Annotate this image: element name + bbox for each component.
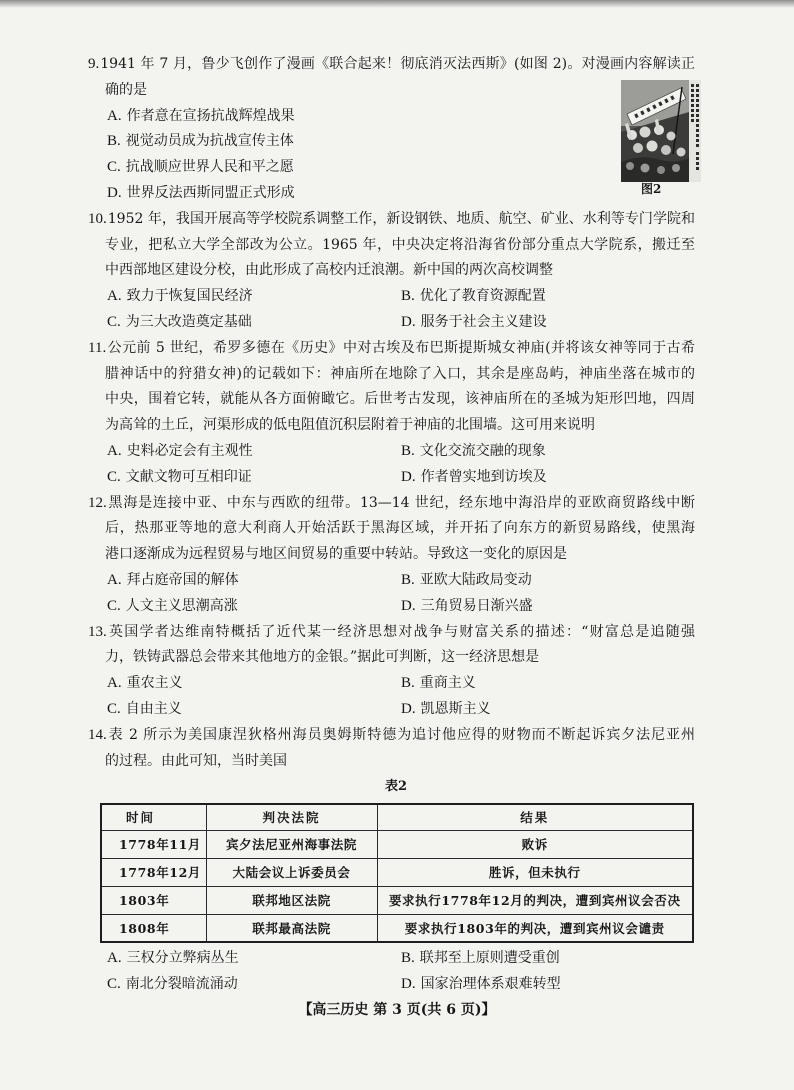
option-text: 拜占庭帝国的解体 bbox=[126, 571, 239, 588]
question-stem-line bbox=[88, 207, 695, 233]
question-14 bbox=[0, 723, 794, 998]
option-label: C. bbox=[107, 313, 121, 330]
option-label: D. bbox=[401, 597, 416, 614]
option-text: 文献文物可互相印证 bbox=[125, 468, 252, 485]
table-cell-date: 1778年12月 bbox=[101, 858, 206, 886]
option-row bbox=[107, 972, 794, 998]
option-text: 国家治理体系艰难转型 bbox=[420, 975, 561, 992]
stem-text: 后，热那亚等地的意大利商人开始活跃于黑海区域，并开拓了向东方的新贸易路线，使黑海 bbox=[105, 520, 695, 537]
option-label: C. bbox=[107, 975, 121, 992]
stem-text: 为高耸的土丘，河渠形成的低电阻值沉积层附着于神庙的北围墙。这可用来说明 bbox=[105, 417, 595, 434]
option-label: B. bbox=[401, 950, 415, 967]
option-b bbox=[401, 439, 695, 465]
stem-text: 腊神话中的狩猎女神)的记载如下：神庙所在地除了入口，其余是座岛屿，神庙坐落在城市的 bbox=[105, 365, 695, 382]
option-label: D. bbox=[401, 975, 416, 992]
option-text: 服务于社会主义建设 bbox=[420, 313, 547, 330]
option-text: 凯恩斯主义 bbox=[420, 700, 491, 717]
option-label: A. bbox=[107, 288, 122, 305]
option-row bbox=[107, 284, 794, 310]
stem-text: 公元前 5 世纪，希罗多德在《历史》中对古埃及布巴斯提斯城女神庙(并将该女神等同于古希 bbox=[107, 339, 695, 356]
question-stem-line bbox=[88, 723, 695, 749]
question-number: 13. bbox=[88, 623, 107, 640]
table-header-cell: 判决法院 bbox=[206, 804, 377, 830]
question-13 bbox=[0, 620, 794, 723]
question-stem-line bbox=[105, 362, 695, 388]
table-row bbox=[101, 886, 693, 914]
option-text: 作者意在宣扬抗战辉煌战果 bbox=[126, 107, 295, 124]
stem-text: 专业，把私立大学全部改为公立。1965 年，中央决定将沿海省份部分重点大学院系，搬迁至 bbox=[105, 236, 695, 253]
option-c bbox=[107, 155, 794, 181]
option-row bbox=[107, 439, 794, 465]
option-label: A. bbox=[107, 107, 122, 124]
option-text: 重农主义 bbox=[126, 675, 183, 692]
option-text: 致力于恢复国民经济 bbox=[126, 288, 253, 305]
stem-text: 中西部地区建设分校，由此形成了高校内迁浪潮。新中国的两次高校调整 bbox=[105, 262, 553, 279]
option-c bbox=[107, 594, 401, 620]
stem-text: 港口逐渐成为远程贸易与地区间贸易的重要中转站。导致这一变化的原因是 bbox=[105, 546, 567, 563]
table-cell-result: 胜诉，但未执行 bbox=[377, 858, 693, 886]
option-label: C. bbox=[107, 159, 121, 176]
table-cell-date: 1778年11月 bbox=[101, 830, 206, 858]
option-row bbox=[107, 946, 794, 972]
table-cell-court: 联邦地区法院 bbox=[206, 886, 377, 914]
option-text: 抗战顺应世界人民和平之愿 bbox=[125, 159, 294, 176]
option-d bbox=[401, 594, 695, 620]
table-cell-result: 要求执行1778年12月的判决，遭到宾州议会否决 bbox=[377, 886, 693, 914]
question-stem-line bbox=[105, 387, 695, 413]
option-a bbox=[107, 104, 794, 130]
question-11 bbox=[0, 336, 794, 491]
question-10 bbox=[0, 207, 794, 336]
option-b bbox=[401, 671, 695, 697]
option-b bbox=[401, 568, 695, 594]
option-label: D. bbox=[401, 468, 416, 485]
question-number: 14. bbox=[88, 726, 107, 743]
option-a bbox=[107, 568, 401, 594]
question-number: 9. bbox=[88, 56, 100, 72]
option-a bbox=[107, 946, 401, 972]
table-cell-court: 宾夕法尼亚州海事法院 bbox=[206, 830, 377, 858]
option-label: B. bbox=[401, 288, 415, 305]
option-label: C. bbox=[107, 597, 121, 614]
table-cell-date: 1803年 bbox=[101, 886, 206, 914]
option-text: 联邦至上原则遭受重创 bbox=[419, 950, 560, 967]
option-label: B. bbox=[401, 675, 415, 692]
option-text: 自由主义 bbox=[125, 700, 182, 717]
figure-caption: 图2 bbox=[641, 182, 662, 196]
stem-text: 1952 年，我国开展高等学校院系调整工作，新设钢铁、地质、航空、矿业、水利等专门学院和 bbox=[107, 210, 695, 227]
option-c bbox=[107, 697, 401, 723]
question-stem-line bbox=[105, 645, 695, 671]
option-b bbox=[107, 129, 794, 155]
option-d bbox=[401, 465, 695, 491]
option-label: A. bbox=[107, 950, 122, 967]
option-label: A. bbox=[107, 675, 122, 692]
option-label: C. bbox=[107, 700, 121, 717]
question-stem-line bbox=[105, 258, 695, 284]
option-label: C. bbox=[107, 468, 121, 485]
table-row bbox=[101, 914, 693, 942]
option-a bbox=[107, 439, 401, 465]
option-text: 三权分立弊病丛生 bbox=[126, 950, 239, 967]
option-text: 世界反法西斯同盟正式形成 bbox=[126, 184, 295, 201]
scan-top-edge bbox=[0, 0, 794, 8]
option-b bbox=[401, 946, 695, 972]
question-12 bbox=[0, 491, 794, 620]
question-stem-line bbox=[88, 336, 695, 362]
stem-text: 的过程。由此可知，当时美国 bbox=[105, 752, 287, 769]
option-label: A. bbox=[107, 571, 122, 588]
option-d bbox=[401, 310, 695, 336]
lawsuit-table bbox=[100, 803, 694, 943]
question-stem-line bbox=[105, 542, 695, 568]
question-stem-line bbox=[105, 516, 695, 542]
question-stem-line bbox=[88, 620, 695, 646]
option-text: 重商主义 bbox=[419, 675, 476, 692]
option-label: B. bbox=[107, 133, 121, 150]
option-a bbox=[107, 284, 401, 310]
table-row bbox=[101, 830, 693, 858]
option-text: 三角贸易日渐兴盛 bbox=[420, 597, 533, 614]
table-cell-result: 要求执行1803年的判决，遭到宾州议会谴责 bbox=[377, 914, 693, 942]
stem-text: 1941 年 7 月，鲁少飞创作了漫画《联合起来！彻底消灭法西斯》(如图 2)。对漫画内容解读正 bbox=[100, 56, 695, 72]
question-9 bbox=[0, 52, 794, 207]
option-text: 优化了教育资源配置 bbox=[419, 288, 546, 305]
question-stem-line bbox=[105, 78, 695, 104]
question-number: 11. bbox=[88, 339, 107, 356]
option-label: D. bbox=[401, 700, 416, 717]
stem-text: 黑海是连接中亚、中东与西欧的纽带。13—14 世纪，经东地中海沿岸的亚欧商贸路线中断 bbox=[107, 494, 695, 511]
stem-text: 中央，围着它转，就能从各方面俯瞰它。后世考古发现，该神庙所在的圣城为矩形凹地，四周 bbox=[105, 391, 695, 408]
question-stem-line bbox=[105, 413, 695, 439]
question-number: 12. bbox=[88, 494, 107, 511]
option-text: 为三大改造奠定基础 bbox=[125, 313, 252, 330]
option-label: D. bbox=[401, 313, 416, 330]
option-label: D. bbox=[107, 184, 122, 201]
option-text: 文化交流交融的现象 bbox=[419, 442, 546, 459]
stem-text: 确的是 bbox=[105, 81, 147, 98]
stem-text: 英国学者达维南特概括了近代某一经济思想对战争与财富关系的描述：“财富总是追随强 bbox=[107, 623, 695, 640]
question-stem-line bbox=[88, 52, 695, 78]
option-text: 史料必定会有主观性 bbox=[126, 442, 253, 459]
option-row bbox=[107, 697, 794, 723]
option-d bbox=[107, 181, 794, 207]
option-row bbox=[107, 568, 794, 594]
question-list bbox=[0, 52, 794, 998]
question-number: 10. bbox=[88, 210, 107, 227]
question-stem-line bbox=[88, 491, 695, 517]
page-footer: 【高三历史 第 3 页(共 6 页)】 bbox=[298, 1002, 496, 1018]
table-cell-result: 败诉 bbox=[377, 830, 693, 858]
option-c bbox=[107, 465, 401, 491]
table-cell-court: 联邦最高法院 bbox=[206, 914, 377, 942]
option-text: 亚欧大陆政局变动 bbox=[419, 571, 532, 588]
option-text: 南北分裂暗流涌动 bbox=[125, 975, 238, 992]
table-header-cell: 时间 bbox=[101, 804, 206, 830]
option-label: B. bbox=[401, 442, 415, 459]
option-row bbox=[107, 310, 794, 336]
table-caption: 表2 bbox=[384, 779, 408, 795]
question-stem-line bbox=[105, 749, 695, 775]
option-text: 作者曾实地到访埃及 bbox=[420, 468, 547, 485]
table-header-row bbox=[101, 804, 693, 830]
option-b bbox=[401, 284, 695, 310]
option-d bbox=[401, 697, 695, 723]
table-cell-date: 1808年 bbox=[101, 914, 206, 942]
option-label: A. bbox=[107, 442, 122, 459]
question-stem-line bbox=[105, 233, 695, 259]
option-a bbox=[107, 671, 401, 697]
option-label: B. bbox=[401, 571, 415, 588]
option-row bbox=[107, 465, 794, 491]
option-row bbox=[107, 594, 794, 620]
option-row bbox=[107, 671, 794, 697]
table-cell-court: 大陆会议上诉委员会 bbox=[206, 858, 377, 886]
table-header-cell: 结果 bbox=[377, 804, 693, 830]
table-row bbox=[101, 858, 693, 886]
option-d bbox=[401, 972, 695, 998]
stem-text: 力，铁铸武器总会带来其他地方的金银。”据此可判断，这一经济思想是 bbox=[105, 649, 540, 666]
option-text: 视觉动员成为抗战宣传主体 bbox=[125, 133, 294, 150]
option-c bbox=[107, 310, 401, 336]
option-text: 人文主义思潮高涨 bbox=[125, 597, 238, 614]
stem-text: 表 2 所示为美国康涅狄格州海员奥姆斯特德为追讨他应得的财物而不断起诉宾夕法尼亚州 bbox=[107, 726, 695, 743]
option-c bbox=[107, 972, 401, 998]
